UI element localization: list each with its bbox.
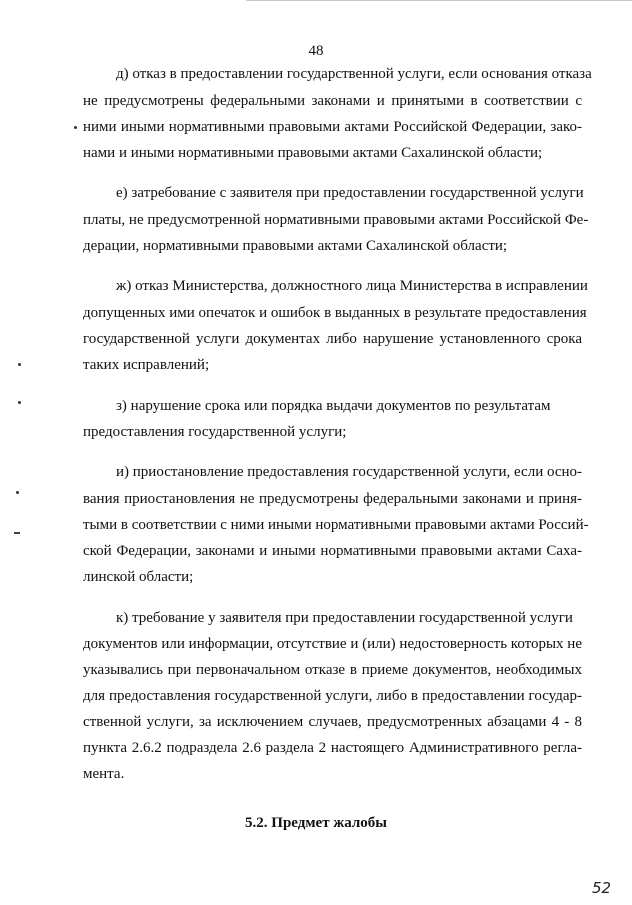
paragraph-5-line-5: линской области;: [83, 569, 194, 585]
paragraph-6-line-7: мента.: [83, 766, 125, 782]
paragraph-6-line-2: документов или информации, отсутствие и (или) недостоверность которых не: [83, 636, 582, 652]
scan-speck: [74, 126, 77, 129]
scan-speck: [18, 363, 21, 366]
paragraph-4-line-1: з) нарушение срока или порядка выдачи документов по результатам: [116, 398, 551, 414]
paragraph-2-line-2: платы, не предусмотренной нормативными правовыми актами Российской Фе-: [83, 212, 589, 228]
paragraph-1-line-1: д) отказ в предоставлении государственной услуги, если основания отказа: [116, 66, 592, 82]
paragraph-6-line-6: пункта 2.6.2 подраздела 2.6 раздела 2 настоящего Административного регла-: [83, 740, 582, 756]
paragraph-5-line-3: тыми в соответствии с ними иными нормативными правовыми актами Россий-: [83, 517, 589, 533]
paragraph-5-line-2: вания приостановления не предусмотрены федеральными законами и приня-: [83, 491, 582, 507]
paragraph-1-line-3: ними иными нормативными правовыми актами Российской Федерации, зако-: [83, 119, 582, 135]
paragraph-3-line-1: ж) отказ Министерства, должностного лица Министерства в исправлении: [116, 278, 588, 294]
top-border-line: [246, 0, 632, 1]
paragraph-6-line-4: для предоставления государственной услуги, либо в предоставлении государ-: [83, 688, 582, 704]
paragraph-3-line-2: допущенных ими опечаток и ошибок в выданных в результате предоставления: [83, 305, 587, 321]
paragraph-4-line-2: предоставления государственной услуги;: [83, 424, 347, 440]
scan-mark: [14, 532, 20, 534]
paragraph-2-line-3: дерации, нормативными правовыми актами Сахалинской области;: [83, 238, 508, 254]
paragraph-3-line-4: таких исправлений;: [83, 357, 210, 373]
paragraph-6-line-1: к) требование у заявителя при предоставлении государственной услуги: [116, 610, 573, 626]
paragraph-5-line-1: и) приостановление предоставления государственной услуги, если осно-: [116, 464, 583, 480]
scan-speck: [16, 491, 19, 494]
section-heading: 5.2. Предмет жалобы: [245, 815, 387, 831]
scan-speck: [18, 401, 21, 404]
paragraph-1-line-2: не предусмотрены федеральными законами и принятыми в соответствии с: [83, 93, 582, 109]
page-number: 48: [308, 43, 324, 59]
paragraph-1-line-4: нами и иными нормативными правовыми актами Сахалинской области;: [83, 145, 543, 161]
paragraph-3-line-3: государственной услуги документах либо нарушение установленного срока: [83, 331, 582, 347]
paragraph-2-line-1: е) затребование с заявителя при предоставлении государственной услуги: [116, 185, 584, 201]
handwritten-page-number: 52: [592, 879, 612, 897]
paragraph-6-line-5: ственной услуги, за исключением случаев, предусмотренных абзацами 4 - 8: [83, 714, 582, 730]
paragraph-5-line-4: ской Федерации, законами и иными нормативными правовыми актами Саха-: [83, 543, 582, 559]
paragraph-6-line-3: указывались при первоначальном отказе в приеме документов, необходимых: [83, 662, 582, 678]
